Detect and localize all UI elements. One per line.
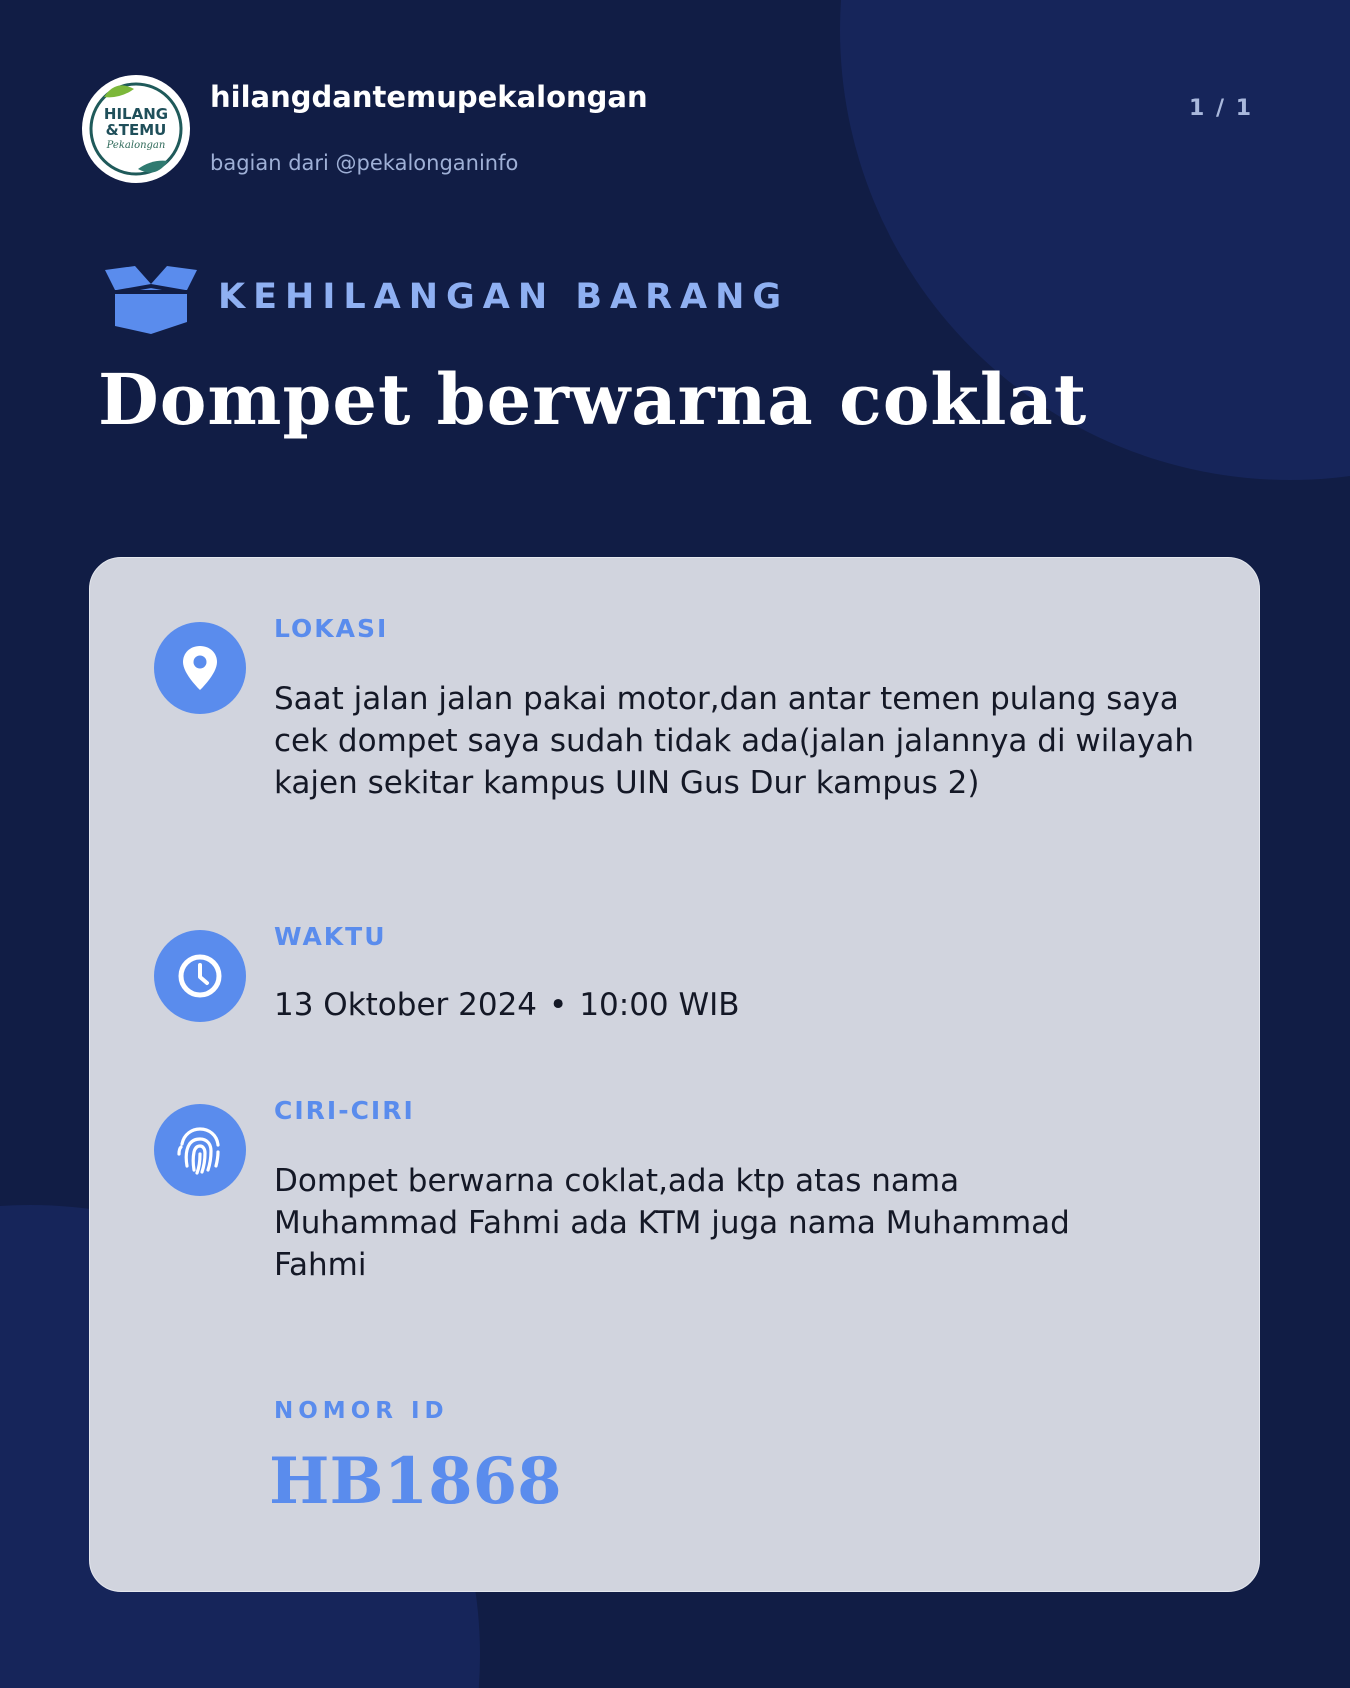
account-name[interactable]: hilangdantemupekalongan	[210, 80, 648, 114]
time-hour: 10:00 WIB	[579, 987, 740, 1023]
svg-text:Pekalongan: Pekalongan	[106, 140, 166, 151]
time-separator: •	[549, 987, 568, 1023]
account-logo	[82, 75, 190, 183]
location-value: Saat jalan jalan pakai motor,dan antar temen pulang saya cek dompet saya sudah tidak ada(jalan jalannya di wilayah kajen sekitar kampus UIN Gus Dur kampus 2)	[274, 681, 1194, 801]
details-card	[89, 557, 1260, 1592]
page-indicator: 1 / 1	[1189, 96, 1253, 121]
clock-icon	[154, 930, 246, 1022]
features-label: CIRI-CIRI	[274, 1096, 415, 1125]
svg-text:&TEMU: &TEMU	[105, 121, 167, 139]
id-value: HB1868	[269, 1444, 562, 1519]
time-value	[274, 984, 740, 1026]
location-label: LOKASI	[274, 614, 389, 643]
category-label: KEHILANGAN BARANG	[218, 277, 790, 317]
fingerprint-icon	[154, 1104, 246, 1196]
map-pin-icon	[154, 622, 246, 714]
time-date: 13 Oktober 2024	[274, 987, 538, 1023]
svg-text:HILANG: HILANG	[103, 105, 169, 123]
time-label: WAKTU	[274, 922, 387, 951]
id-label: NOMOR ID	[274, 1398, 449, 1424]
features-value: Dompet berwarna coklat,ada ktp atas nama Muhammad Fahmi ada KTM juga nama Muhammad Fahmi	[274, 1163, 1070, 1283]
page-title: Dompet berwarna coklat	[98, 358, 1088, 441]
account-subtitle: bagian dari @pekalonganinfo	[210, 151, 519, 175]
open-box-icon	[103, 264, 199, 336]
